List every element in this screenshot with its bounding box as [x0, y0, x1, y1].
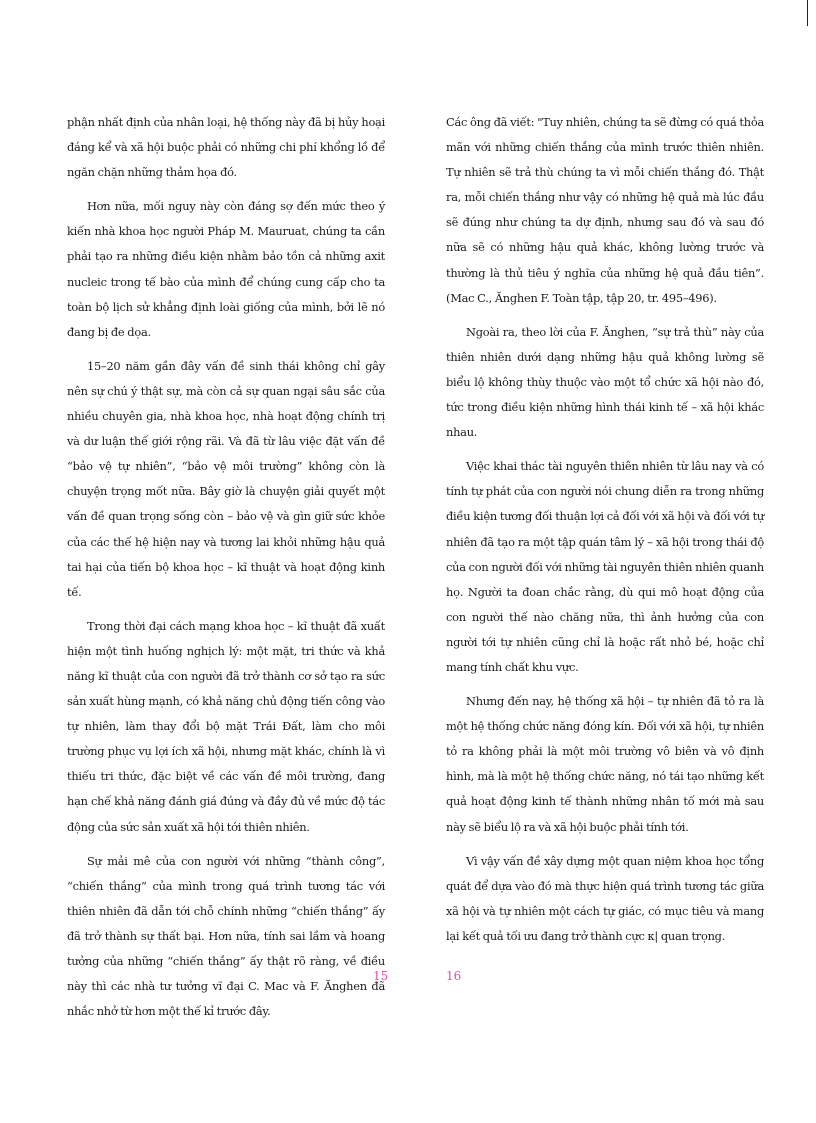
- right-page-text: [446, 110, 764, 958]
- left-paragraph-2: Hơn nữa, mối nguy này còn đáng sợ đến mức theo ý kiến nhà khoa học người Pháp M. Mauruat, chúng ta cần phải tạo ra những điều kiện nhằm bảo tồn cả những axit nucleic trong tế bào của mình để chúng cung cấp cho ta toàn bộ lịch sử khẳng định loài giống của mình, bởi lẽ nó đang bị đe dọa.: [67, 199, 385, 339]
- right-paragraph-1: Các ông đã viết: "Tuy nhiên, chúng ta sẽ đừng có quá thỏa mãn với những chiến thắng của mình trước thiên nhiên. Tự nhiên sẽ trả thù chúng ta vì mỗi chiến thắng đó. Thật ra, mỗi chiến thắng như vậy có những hệ quả mà lúc đầu sẽ đúng như chúng ta dự định, nhưng sau đó và sau đó nữa sẽ có những hậu quả khác, không lường trước và thường là thủ tiêu ý nghĩa của những hệ quả đầu tiên”. (Mac C., Ănghen F. Toàn tập, tập 20, tr. 495–496).: [446, 115, 764, 305]
- right-page-number: 16: [446, 969, 462, 983]
- right-paragraph-3: Việc khai thác tài nguyên thiên nhiên từ lâu nay và có tính tự phát của con người nói chung diễn ra trong những điều kiện tương đối thuận lợi cả đối với xã hội và đối với tự nhiên đã tạo ra một tập quán tâm lý – xã hội trong thái độ của con người đối với những tài nguyên thiên nhiên quanh họ. Người ta đoan chắc rằng, dù qui mô hoạt động của con người thế nào chăng nữa, thì ảnh hưởng của con người tới tự nhiên cũng chỉ là hoặc rất nhỏ bé, hoặc chỉ mang tính chất khu vực.: [446, 459, 764, 674]
- left-paragraph-4: Trong thời đại cách mạng khoa học – kĩ thuật đã xuất hiện một tình huống nghịch lý: một mặt, tri thức và khả năng kĩ thuật của con người đã trở thành cơ sở tạo ra sức sản xuất hùng mạnh, có khả năng chủ động tiến công vào tự nhiên, làm thay đổi bộ mặt Trái Đất, làm cho môi trường phục vụ lợi ích xã hội, nhưng mặt khác, chính là vì thiếu tri thức, đặc biệt về các vấn đề môi trường, đang hạn chế khả năng đánh giá đúng và đầy đủ về mức độ tác động của sức sản xuất xã hội tới thiên nhiên.: [67, 618, 385, 834]
- right-paragraph-2: Ngoài ra, theo lời của F. Ănghen, “sự trả thù” này của thiên nhiên dưới dạng những hậu quả không lường sẽ biểu lộ không thùy thuộc vào một tổ chức xã hội nào đó, tức trong điều kiện những hình thái kinh tế – xã hội khác nhau.: [446, 324, 764, 440]
- left-paragraph-1: phận nhất định của nhân loại, hệ thống này đã bị hủy hoại đáng kể và xã hội buộc phải có những chi phí khổng lồ để ngăn chặn những thảm họa đó.: [67, 115, 385, 180]
- right-paragraph-4: Nhưng đến nay, hệ thống xã hội – tự nhiên đã tỏ ra là một hệ thống chức năng đóng kín. Đối với xã hội, tự nhiên tỏ ra không phải là một môi trường vô biên và vô định hình, mà là một hệ thống chức năng, nó tái tạo những kết quả hoạt động kinh tế thành những nhân tố mới mà sau này sẽ biểu lộ ra và xã hội buộc phải tính tới.: [446, 694, 764, 834]
- left-paragraph-3: 15–20 năm gần đây vấn đề sinh thái không chỉ gây nên sự chú ý thật sự, mà còn cả sự quan ngại sâu sắc của nhiều chuyên gia, nhà khoa học, nhà hoạt động chính trị và dư luận thế giới rộng rãi. Và đã từ lâu việc đặt vấn đề “bảo vệ tự nhiên”, “bảo vệ môi trường” không còn là chuyện trọng mốt nữa. Bây giờ là chuyện giải quyết một vấn đề quan trọng sống còn – bảo vệ và gìn giữ sức khỏe của các thế hệ hiện nay và tương lai khỏi những hậu quả tai hại của tiến bộ khoa học – kĩ thuật và hoạt động kinh tế.: [67, 358, 385, 599]
- left-page-text: [67, 110, 385, 1033]
- left-paragraph-5: Sự mải mê của con người với những “thành công”, “chiến thắng” của mình trong quá trình tương tác với thiên nhiên đã dẫn tới chỗ chính những “chiến thắng” ấy đã trở thành sự thất bại. Hơn nữa, tính sai lầm và hoang tưởng của những “chiến thắng” ấy thật rõ ràng, về điều này thì các nhà tư tưởng vĩ đại C. Mac và F. Ănghen đã nhắc nhở từ hơn một thế kỉ trước đây.: [67, 853, 385, 1019]
- crop-mark: [807, 0, 808, 26]
- left-page-number: 15: [373, 969, 389, 983]
- right-paragraph-5: Vì vậy vấn đề xây dựng một quan niệm khoa học tổng quát để dựa vào đó mà thực hiện quá trình tương tác giữa xã hội và tự nhiên một cách tự giác, có mục tiêu và mang lại kết quả tối ưu đang trở thành cực κ| quan trọng.: [446, 853, 764, 943]
